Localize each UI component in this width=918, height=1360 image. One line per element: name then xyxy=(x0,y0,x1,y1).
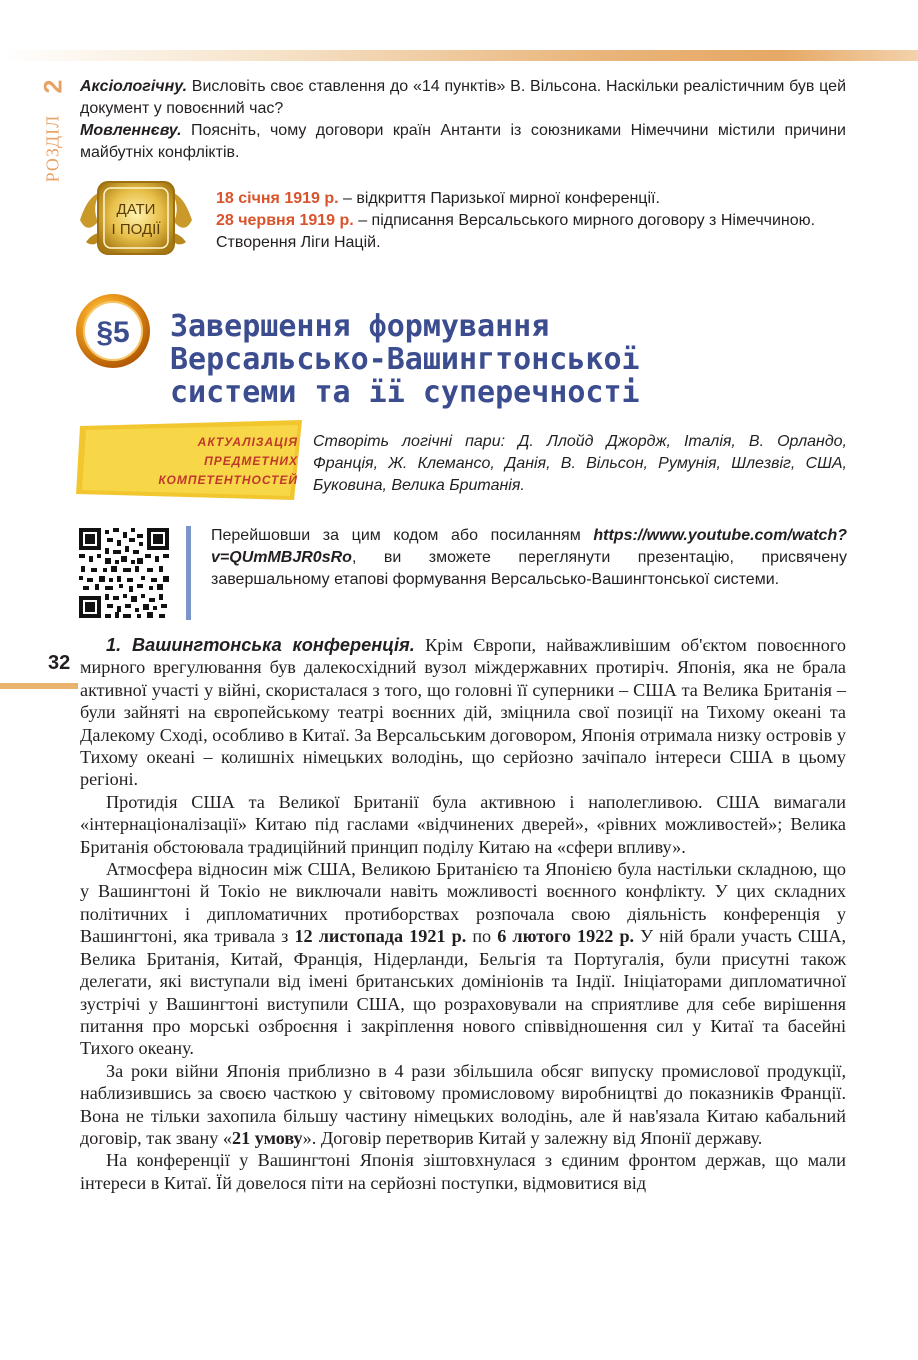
badge-line2: І ПОДІЇ xyxy=(111,221,161,238)
task-text: Висловіть своє ставлення до «14 пунктів» В. Вільсона. Наскільки реалістичним був цей документ у повоєнний час? xyxy=(80,78,846,117)
qr-text-after: , ви зможете переглянути презентацію, присвячену завершальному етапові формування Версальсько-Вашингтонської системи. xyxy=(211,549,847,588)
page-number: 32 xyxy=(48,652,71,674)
date-item xyxy=(216,188,846,210)
chapter-marker xyxy=(39,72,69,192)
paragraph: Протидія США та Великої Британії була активною і наполегливою. США вимагали «інтернаціоналізації» Китаю під гаслами «відчинених дверей», «рівних можливостей»; Велика Британія обстоювала традиційний принцип поділу Китаю на «сфери впливу». xyxy=(80,791,846,857)
date-description: – відкриття Паризької мирної конференції. xyxy=(338,190,660,207)
task-axiological xyxy=(80,76,846,120)
task-term: Аксіологічну. xyxy=(80,78,188,95)
actualization-label xyxy=(122,433,298,490)
title-line: Завершення формування xyxy=(170,309,550,344)
actualization-line: КОМПЕТЕНТНОСТЕЙ xyxy=(158,473,298,487)
paragraph-text: ». Договір перетворив Китай у залежну від Японії державу. xyxy=(302,1127,763,1148)
paragraph xyxy=(80,1060,846,1150)
chapter-number: 2 xyxy=(39,79,68,94)
actualization-line: ПРЕДМЕТНИХ xyxy=(204,454,298,468)
paragraph-text: У ній брали участь США, Велика Британія, Китай, Франція, Нідерланди, Бельгія та Португалія, були присутні також делегати, які виступали від імені британських домініонів та Індії. Ініціаторами дипломатичної зустрічі у Вашингтоні виступили США, що розраховували на сприятливе для себе вирішення питання про морські озброєння і закріплення нового співвідношення сил у Китаї та басейні Тихого океану. xyxy=(80,926,846,1059)
qr-code-icon[interactable] xyxy=(79,528,169,618)
date-value: 28 червня 1919 р. xyxy=(216,212,354,229)
actualization-line: АКТУАЛІЗАЦІЯ xyxy=(197,435,298,449)
date-value: 18 січня 1919 р. xyxy=(216,190,339,207)
page-number-underline xyxy=(0,683,78,689)
date-description: – підписання Версальського мирного договору з Німеччиною. Створення Ліги Націй. xyxy=(216,212,816,251)
qr-divider xyxy=(186,526,191,620)
paragraph xyxy=(80,858,846,1060)
video-link[interactable]: https://www.youtube.com/watch?v=QUmMBJR0sRo xyxy=(211,527,847,566)
paragraph-text: Крім Європи, найважливішим об'єктом повоєнного мирного врегулювання був далекосхідний вузол міждержавних протиріч. Японія, яка не брала активної участі у війні, скористалася з того, що головні її суперники – США та Велика Британія – були зайняті на європейському театрі воєнних дій, зміцнила свої позиції на Тихому океані та Далекому Сході, особливо в Китаї. За Версальським договором, Японія отримала низку островів у Тихому океані – колишніх німецьких володінь, що серйозно зачіпало інтереси США в цьому регіоні. xyxy=(80,635,846,790)
bold-date: 6 лютого 1922 р. xyxy=(497,926,635,947)
top-decor-bar xyxy=(0,50,918,61)
paragraph-text: За роки війни Японія приблизно в 4 рази збільшила обсяг випуску промислової продукції, наблизившись за своєю часткою у світовому промисловому виробництві до показників Франції. Вона не тільки захопила більшу частину німецьких володінь, але й нав'язала Китаю кабальний договір, так звану « xyxy=(80,1060,846,1148)
title-line: Версальсько-Вашингтонської xyxy=(170,342,640,377)
paragraph xyxy=(80,634,846,791)
task-text: Поясніть, чому договори країн Антанти із союзниками Німеччини містили причини майбутніх конфліктів. xyxy=(80,122,846,161)
main-text xyxy=(80,634,846,1194)
subsection-title: 1. Вашингтонська конференція. xyxy=(106,635,415,655)
qr-description xyxy=(211,525,847,591)
task-speech xyxy=(80,120,846,164)
qr-text-before: Перейшовши за цим кодом або посиланням xyxy=(211,527,594,544)
date-item xyxy=(216,210,846,254)
chapter-label: РОЗДІЛ xyxy=(42,114,63,183)
dates-list xyxy=(216,188,846,254)
dates-events-badge xyxy=(72,172,200,262)
bold-date: 12 листопада 1921 р. xyxy=(294,926,467,947)
paragraph-text: по xyxy=(466,926,498,947)
bold-term: 21 умову xyxy=(231,1127,303,1148)
actualization-task: Створіть логічні пари: Д. Ллойд Джордж, Італія, В. Орландо, Франція, Ж. Клемансо, Данія, В. Вільсон, Румунія, Шлезвіг, США, Буковина, Велика Британія. xyxy=(313,433,847,494)
task-term: Мовленнєву. xyxy=(80,122,182,139)
section-number-badge xyxy=(74,292,152,370)
paragraph-text: Атмосфера відносин між США, Великою Британією та Японією була настільки складною, що у Вашингтоні й Токіо не виключали навіть можливості воєнного конфлікту. У цих складних політичних і дипломатичних протиборствах розпочала свою діяльність конференція у Вашингтоні, яка тривала з xyxy=(80,859,846,947)
section-symbol: §5 xyxy=(96,316,130,349)
title-line: системи та її суперечності xyxy=(170,375,640,410)
badge-line1: ДАТИ xyxy=(116,201,156,218)
competence-tasks xyxy=(80,76,846,164)
paragraph: На конференції у Вашингтоні Японія зіштовхнулася з єдиним фронтом держав, що мали інтереси в Китаї. Їй довелося піти на серйозні поступки, відмовитися від xyxy=(80,1150,846,1193)
section-title xyxy=(170,310,790,409)
